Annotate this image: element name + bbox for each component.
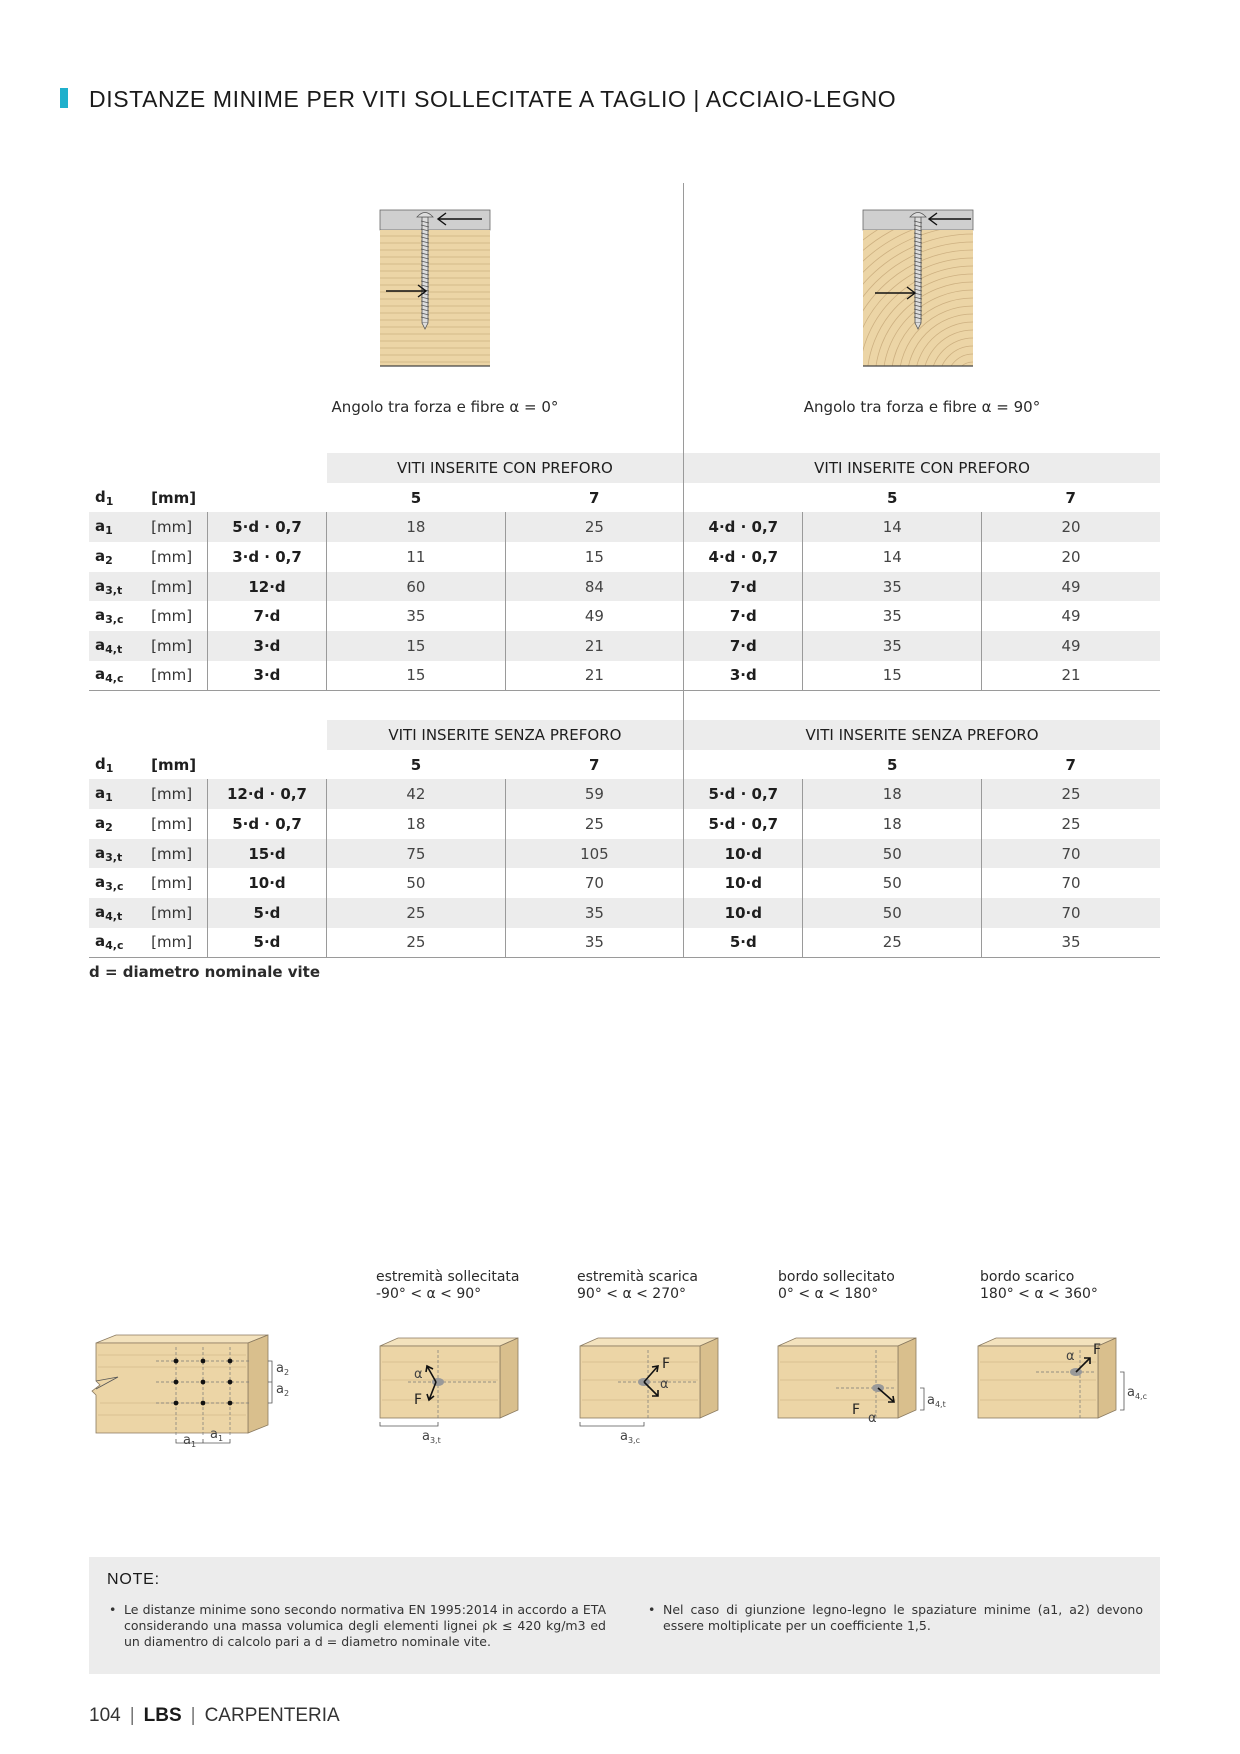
row-value-d7-left: 35 [505, 898, 684, 928]
table-row [89, 809, 1160, 839]
row-value-d7-left: 35 [505, 928, 684, 958]
row-value-d5-right: 18 [803, 779, 982, 809]
note-item-2: • Nel caso di giunzione legno-legno le spaziature minime (a1, a2) devono essere moltiplicate per un coefficiente 1,5. [648, 1602, 1143, 1633]
row-symbol: $a_2$ [95, 813, 113, 834]
table-row [89, 898, 1160, 928]
row-value-d5-left: 15 [327, 661, 506, 691]
row-symbol: $a_1$ [89, 779, 151, 809]
row-value-d5-right: 35 [803, 631, 982, 661]
row-value-d5-left: 18 [327, 809, 506, 839]
table-row [89, 572, 1160, 602]
note-item-1: • Le distanze minime sono secondo normativa EN 1995:2014 in accordo a ETA considerando una massa volumica degli elementi lignei ρk ≤ 420 kg/m3 ed un diamentro di calcolo pari a d = diametro nominale vite. [109, 1602, 606, 1649]
row-formula-left: 5·d · 0,7 [207, 809, 326, 839]
header-d5-right: 5 [887, 755, 898, 774]
row-formula-right: 7·d [684, 631, 803, 661]
row-unit: [mm] [151, 814, 193, 833]
row-value-d7-left: 21 [505, 631, 684, 661]
caption-alpha-0: Angolo tra forza e fibre α = 0° [331, 398, 559, 416]
diagram-alpha-90 [861, 205, 977, 370]
row-value-d5-left: 60 [327, 572, 506, 602]
row-value-d5-right: 15 [803, 661, 982, 691]
row-value-d5-left: 25 [327, 928, 506, 958]
label-a4c: $a_{4,c}$ [1127, 1385, 1147, 1401]
row-unit: [mm] [151, 898, 207, 928]
row-unit: [mm] [151, 779, 207, 809]
row-formula-right: 4·d · 0,7 [684, 512, 803, 542]
row-formula-left: 5·d [207, 928, 326, 958]
notes-title: NOTE: [107, 1571, 160, 1588]
row-symbol: $a_{4,t}$ [89, 898, 151, 928]
row-value-d7-right: 70 [981, 839, 1160, 869]
header-d5-left: 5 [410, 488, 422, 507]
diagram-alpha-0 [378, 205, 494, 370]
table-row [89, 928, 1160, 958]
row-value-d7-left: 59 [505, 779, 684, 809]
table-row [89, 512, 1160, 542]
page-title: DISTANZE MINIME PER VITI SOLLECITATE A TAGLIO | ACCIAIO-LEGNO [89, 86, 897, 112]
row-formula-right: 3·d [684, 661, 803, 691]
row-value-d7-right: 35 [981, 928, 1160, 958]
row-value-d5-right: 35 [803, 572, 982, 602]
header-symbol: $d_1$ [95, 487, 114, 508]
row-formula-left: 7·d [207, 601, 326, 631]
label-a1: $a_1$ [210, 1427, 224, 1443]
row-formula-left: 12·d · 0,7 [207, 779, 326, 809]
group-title-right: VITI INSERITE CON PREFORO [684, 453, 1160, 483]
table-without-predrilling [89, 720, 1160, 958]
row-value-d7-right: 70 [981, 868, 1160, 898]
group-title-left: VITI INSERITE SENZA PREFORO [327, 720, 684, 750]
table-row [89, 839, 1160, 869]
case-label-unloaded-edge: bordo scarico 180° < α < 360° [980, 1269, 1098, 1302]
row-symbol: $a_2$ [95, 546, 113, 567]
row-symbol: $a_{4,c}$ [89, 928, 151, 958]
table-row [89, 542, 1160, 572]
row-value-d5-right: 18 [803, 809, 982, 839]
row-value-d7-left: 15 [505, 542, 684, 572]
row-unit: [mm] [151, 874, 193, 893]
row-value-d5-left: 50 [327, 868, 506, 898]
row-value-d7-right: 20 [981, 512, 1160, 542]
product-name: LBS [143, 1705, 182, 1726]
label-alpha: α [868, 1411, 877, 1426]
row-value-d5-left: 75 [327, 839, 506, 869]
row-formula-left: 10·d [207, 868, 326, 898]
table-row [89, 631, 1160, 661]
table-row [89, 601, 1160, 631]
row-value-d5-right: 25 [803, 928, 982, 958]
label-alpha: α [660, 1377, 669, 1392]
row-unit: [mm] [151, 839, 207, 869]
row-value-d5-left: 25 [327, 898, 506, 928]
label-a1: $a_1$ [183, 1433, 197, 1449]
row-formula-left: 3·d · 0,7 [207, 542, 326, 572]
row-formula-left: 12·d [207, 572, 326, 602]
row-value-d7-right: 49 [981, 601, 1160, 631]
label-force: F [852, 1402, 861, 1418]
label-a3t: $a_{3,t}$ [422, 1429, 441, 1445]
header-d5-left: 5 [410, 755, 422, 774]
group-title-left: VITI INSERITE CON PREFORO [327, 453, 684, 483]
row-formula-right: 10·d [684, 898, 803, 928]
row-formula-right: 7·d [684, 572, 803, 602]
label-a2: $a_2$ [276, 1361, 290, 1377]
row-value-d5-left: 35 [327, 601, 506, 631]
accent-bar [60, 88, 68, 108]
figure-loaded-edge [776, 1330, 951, 1450]
row-formula-right: 5·d [684, 928, 803, 958]
row-formula-right: 7·d [684, 601, 803, 631]
table-row [89, 779, 1160, 809]
page-footer: 104 | LBS | CARPENTERIA [89, 1705, 340, 1726]
row-value-d7-right: 49 [981, 572, 1160, 602]
row-formula-left: 5·d [207, 898, 326, 928]
row-formula-left: 15·d [207, 839, 326, 869]
row-formula-right: 10·d [684, 839, 803, 869]
row-symbol: $a_{4,t}$ [89, 631, 151, 661]
header-d7-right: 7 [1065, 488, 1076, 507]
row-formula-right: 10·d [684, 868, 803, 898]
label-alpha: α [414, 1367, 423, 1382]
case-label-unloaded-end: estremità scarica 90° < α < 270° [577, 1269, 698, 1302]
notes-box [89, 1557, 1160, 1674]
row-value-d7-right: 49 [981, 631, 1160, 661]
figure-unloaded-edge [976, 1330, 1156, 1450]
label-a2: $a_2$ [276, 1382, 290, 1398]
section-name: CARPENTERIA [204, 1705, 340, 1726]
row-value-d5-left: 11 [327, 542, 506, 572]
spacing-overview-figure [90, 1325, 300, 1455]
row-value-d5-left: 42 [327, 779, 506, 809]
row-formula-left: 3·d [207, 631, 326, 661]
row-value-d5-right: 14 [803, 542, 982, 572]
row-value-d7-left: 84 [505, 572, 684, 602]
row-value-d5-right: 50 [803, 868, 982, 898]
row-value-d5-right: 35 [803, 601, 982, 631]
row-unit: [mm] [151, 572, 207, 602]
header-symbol: $d_1$ [95, 754, 114, 775]
case-label-loaded-end: estremità sollecitata -90° < α < 90° [376, 1269, 520, 1302]
row-value-d5-right: 50 [803, 898, 982, 928]
row-value-d7-left: 70 [505, 868, 684, 898]
header-d7-left: 7 [588, 755, 600, 774]
row-value-d5-right: 14 [803, 512, 982, 542]
row-symbol: $a_1$ [89, 512, 151, 542]
row-value-d5-left: 15 [327, 631, 506, 661]
table-row [89, 661, 1160, 691]
header-unit: [mm] [151, 488, 197, 507]
row-formula-right: 5·d · 0,7 [684, 779, 803, 809]
row-value-d7-left: 49 [505, 601, 684, 631]
header-d5-right: 5 [887, 488, 898, 507]
row-symbol: $a_{4,c}$ [89, 661, 151, 691]
row-value-d5-left: 18 [327, 512, 506, 542]
row-value-d7-left: 25 [505, 512, 684, 542]
row-value-d7-right: 70 [981, 898, 1160, 928]
row-unit: [mm] [151, 631, 207, 661]
row-formula-left: 3·d [207, 661, 326, 691]
figure-loaded-end [378, 1330, 523, 1450]
row-unit: [mm] [151, 661, 207, 691]
table-row [89, 868, 1160, 898]
row-symbol: $a_{3,c}$ [95, 873, 124, 894]
row-unit: [mm] [151, 512, 207, 542]
row-formula-right: 5·d · 0,7 [684, 809, 803, 839]
header-d7-left: 7 [588, 488, 600, 507]
row-symbol: $a_{3,t}$ [89, 572, 151, 602]
footnote: d = diametro nominale vite [89, 963, 321, 981]
label-force: F [662, 1356, 671, 1372]
row-value-d7-right: 20 [981, 542, 1160, 572]
case-label-loaded-edge: bordo sollecitato 0° < α < 180° [778, 1269, 895, 1302]
row-unit: [mm] [151, 928, 207, 958]
header-d7-right: 7 [1065, 755, 1076, 774]
row-value-d5-right: 50 [803, 839, 982, 869]
label-alpha: α [1066, 1349, 1075, 1364]
row-symbol: $a_{3,c}$ [95, 606, 124, 627]
row-symbol: $a_{3,t}$ [89, 839, 151, 869]
row-value-d7-right: 21 [981, 661, 1160, 691]
group-title-right: VITI INSERITE SENZA PREFORO [684, 720, 1160, 750]
label-force: F [1093, 1342, 1102, 1358]
table-with-predrilling [89, 453, 1160, 691]
label-force: F [414, 1392, 423, 1408]
row-value-d7-left: 105 [505, 839, 684, 869]
row-formula-right: 4·d · 0,7 [684, 542, 803, 572]
row-value-d7-left: 21 [505, 661, 684, 691]
row-formula-left: 5·d · 0,7 [207, 512, 326, 542]
label-a4t: $a_{4,t}$ [927, 1393, 946, 1409]
row-value-d7-right: 25 [981, 809, 1160, 839]
row-unit: [mm] [151, 547, 193, 566]
row-unit: [mm] [151, 607, 193, 626]
label-a3c: $a_{3,c}$ [620, 1429, 640, 1445]
header-unit: [mm] [151, 755, 197, 774]
row-value-d7-right: 25 [981, 779, 1160, 809]
caption-alpha-90: Angolo tra forza e fibre α = 90° [803, 398, 1041, 416]
row-value-d7-left: 25 [505, 809, 684, 839]
page-number: 104 [89, 1705, 121, 1726]
figure-unloaded-end [578, 1330, 723, 1450]
